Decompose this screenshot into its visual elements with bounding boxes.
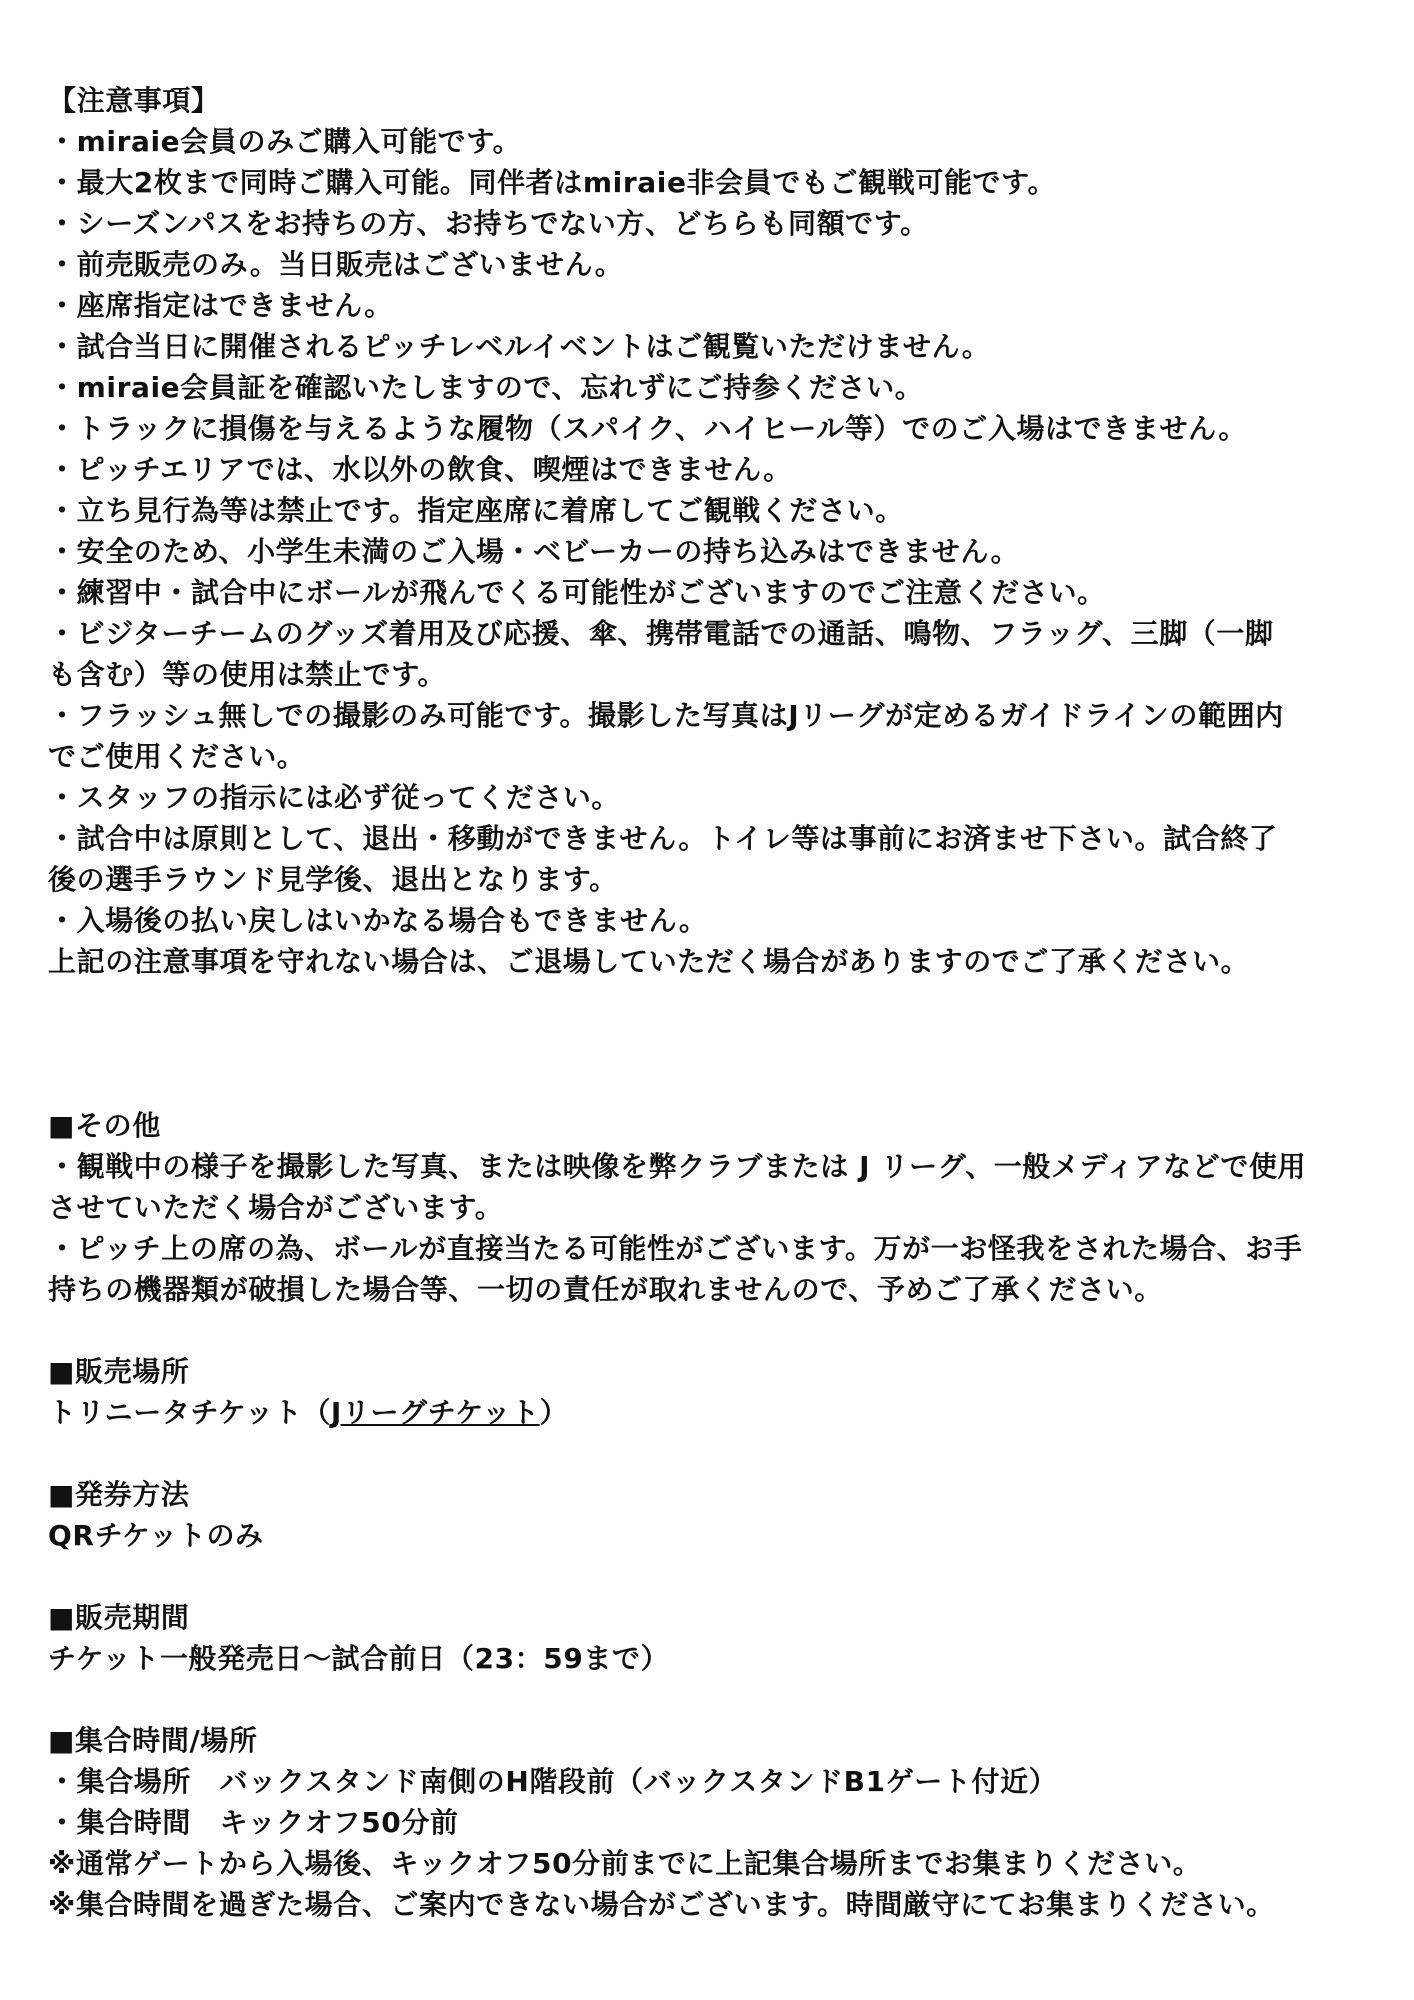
other-line: 持ちの機器類が破損した場合等、一切の責任が取れませんので、予めご了承ください。 — [48, 1273, 1163, 1306]
spacer — [48, 1556, 1378, 1597]
note-line: も含む）等の使用は禁止です。 — [48, 658, 447, 691]
section-heading-issue: ■発券方法 — [48, 1478, 190, 1511]
spacer — [48, 982, 1378, 1105]
note-line: ・フラッシュ無しでの撮影のみ可能です。撮影した写真はJリーグが定めるガイドラインの範囲内 — [48, 699, 1284, 732]
other-line: させていただく場合がございます。 — [48, 1191, 504, 1224]
section-heading-sales-place: ■販売場所 — [48, 1355, 190, 1388]
note-line: ・安全のため、小学生未満のご入場・ベビーカーの持ち込みはできません。 — [48, 535, 1020, 568]
other-section — [48, 1105, 1378, 1310]
note-line: ・前売販売のみ。当日販売はございません。 — [48, 248, 624, 281]
note-line: 後の選手ラウンド見学後、退出となります。 — [48, 863, 618, 896]
sales-place-section — [48, 1351, 1378, 1433]
note-line: ・試合当日に開催されるピッチレベルイベントはご観覧いただけません。 — [48, 330, 991, 363]
note-line: でご使用ください。 — [48, 740, 306, 773]
note-line: ・miraie会員のみご購入可能です。 — [48, 125, 522, 158]
note-line: ・スタッフの指示には必ず従ってください。 — [48, 781, 621, 814]
spacer — [48, 1679, 1378, 1720]
jleague-ticket-link[interactable]: Jリーグチケット — [330, 1396, 540, 1429]
meeting-line: ※通常ゲートから入場後、キックオフ50分前までに上記集合場所までお集まりください。 — [48, 1847, 1202, 1880]
meeting-line: ・集合時間 キックオフ50分前 — [48, 1806, 459, 1839]
period-section — [48, 1597, 1378, 1679]
meeting-line: ※集合時間を過ぎた場合、ご案内できない場合がございます。時間厳守にてお集まりください。 — [48, 1888, 1275, 1921]
meeting-section — [48, 1720, 1378, 1925]
note-line: ・最大2枚まで同時ご購入可能。同伴者はmiraie非会員でもご観戦可能です。 — [48, 166, 1057, 199]
sales-place-prefix: トリニータチケット（ — [48, 1396, 331, 1429]
spacer — [48, 1433, 1378, 1474]
note-line: ・シーズンパスをお持ちの方、お持ちでない方、どちらも同額です。 — [48, 207, 929, 240]
spacer — [48, 1310, 1378, 1351]
note-closing-line: 上記の注意事項を守れない場合は、ご退場していただく場合がありますのでご了承ください。 — [48, 945, 1250, 978]
sales-place-text — [48, 1392, 1378, 1433]
notes-section — [48, 80, 1378, 982]
section-heading-other: ■その他 — [48, 1109, 161, 1142]
document-body — [48, 80, 1378, 1925]
note-line: ・入場後の払い戻しはいかなる場合もできません。 — [48, 904, 708, 937]
section-heading-notes: 【注意事項】 — [48, 84, 220, 117]
issue-text: QRチケットのみ — [48, 1519, 264, 1552]
other-line: ・ピッチ上の席の為、ボールが直接当たる可能性がございます。万が一お怪我をされた場合、お手 — [48, 1232, 1303, 1265]
meeting-line: ・集合場所 バックスタンド南側のH階段前（バックスタンドB1ゲート付近） — [48, 1765, 1058, 1798]
note-line: ・トラックに損傷を与えるような履物（スパイク、ハイヒール等）でのご入場はできません。 — [48, 412, 1247, 445]
note-line: ・座席指定はできません。 — [48, 289, 393, 322]
section-heading-period: ■販売期間 — [48, 1601, 190, 1634]
note-line: ・試合中は原則として、退出・移動ができません。トイレ等は事前にお済ませ下さい。試合終了 — [48, 822, 1278, 855]
note-line: ・ビジターチームのグッズ着用及び応援、傘、携帯電話での通話、鳴物、フラッグ、三脚（一脚 — [48, 617, 1274, 650]
other-line: ・観戦中の様子を撮影した写真、または映像を弊クラブまたは J リーグ、一般メディアなどで使用 — [48, 1150, 1307, 1183]
note-line: ・練習中・試合中にボールが飛んでくる可能性がございますのでご注意ください。 — [48, 576, 1106, 609]
note-line: ・ピッチエリアでは、水以外の飲食、喫煙はできません。 — [48, 453, 792, 486]
period-text: チケット一般発売日～試合前日（23：59まで） — [48, 1642, 670, 1675]
note-line: ・miraie会員証を確認いたしますので、忘れずにご持参ください。 — [48, 371, 924, 404]
note-line: ・立ち見行為等は禁止です。指定座席に着席してご観戦ください。 — [48, 494, 904, 527]
sales-place-suffix: ） — [539, 1396, 569, 1429]
issue-section — [48, 1474, 1378, 1556]
section-heading-meeting: ■集合時間/場所 — [48, 1724, 258, 1757]
